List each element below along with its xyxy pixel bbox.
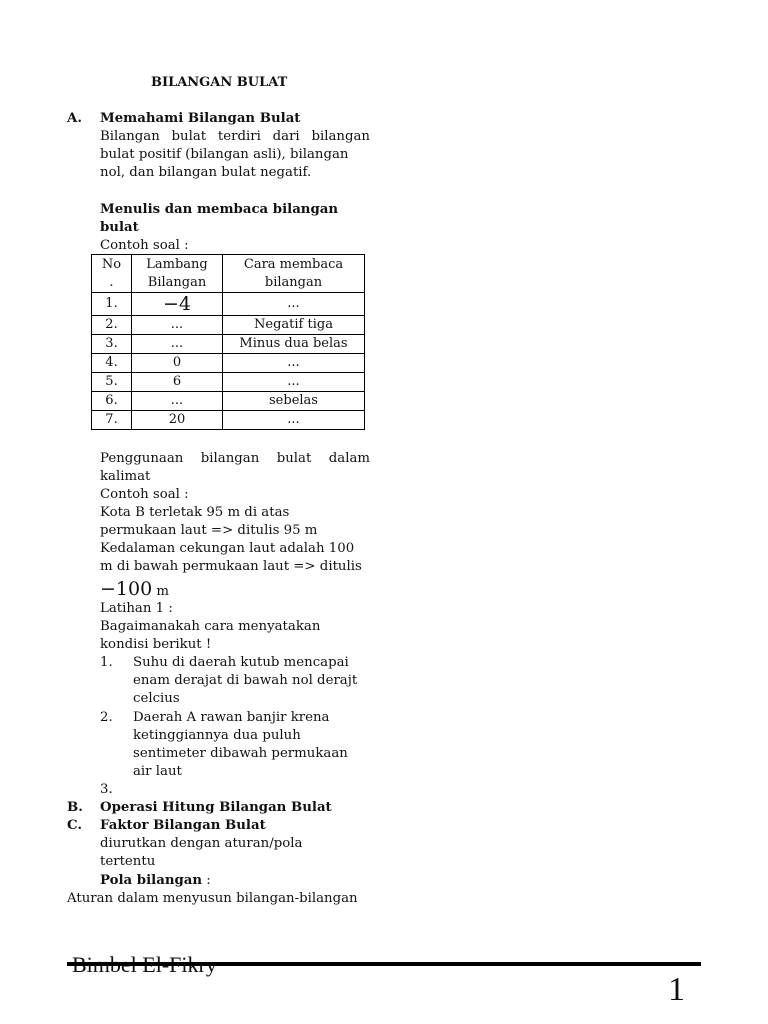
item-2-line-4: air laut [133, 764, 182, 779]
aturan-line: Aturan dalam menyusun bilangan-bilangan [67, 891, 358, 906]
cell-no: 2. [92, 316, 132, 335]
cell-lambang: 6 [132, 373, 223, 392]
cell-lambang: 20 [132, 411, 223, 430]
section-c-line-2: tertentu [100, 854, 156, 869]
usage-line-1 [100, 450, 370, 468]
section-a-para-line-3: nol, dan bilangan bulat negatif. [100, 165, 312, 180]
word: bilangan [200, 451, 260, 466]
unit-m: m [156, 584, 170, 599]
word: bulat [276, 451, 312, 466]
item-1-line-3: celcius [133, 691, 180, 706]
cell-lambang: ... [132, 316, 223, 335]
word: bulat [171, 129, 207, 144]
header-no: No . [92, 255, 132, 293]
example-2-line-1: Kedalaman cekungan laut adalah 100 [100, 541, 355, 556]
cell-cara: sebelas [223, 392, 365, 411]
sub-heading-line-2: bulat [100, 220, 139, 235]
table-row [92, 293, 365, 316]
word: Penggunaan [100, 451, 184, 466]
item-2-line-1: Daerah A rawan banjir krena [133, 710, 330, 725]
sub-heading-line-1: Menulis dan membaca bilangan [100, 202, 339, 217]
word: Bilangan [100, 129, 160, 144]
item-1-line-2: enam derajat di bawah nol derajt [133, 673, 358, 688]
item-3-number: 3. [100, 782, 113, 797]
math-minus-100: −100 [100, 578, 153, 600]
cell-no: 7. [92, 411, 132, 430]
pola-label-line [100, 872, 211, 890]
section-c-marker: C. [67, 818, 82, 833]
example-label-1: Contoh soal : [100, 238, 189, 253]
section-a-para-line-1 [100, 128, 370, 146]
cell-cara: ... [223, 373, 365, 392]
example-label-2: Contoh soal : [100, 487, 189, 502]
page-title: BILANGAN BULAT [151, 75, 288, 90]
cell-no: 6. [92, 392, 132, 411]
number-reading-table [91, 254, 365, 430]
section-b-heading: Operasi Hitung Bilangan Bulat [100, 800, 332, 815]
word: terdiri [217, 129, 261, 144]
word: dari [272, 129, 300, 144]
header-cara: Cara membaca bilangan [223, 255, 365, 293]
usage-line-2: kalimat [100, 469, 151, 484]
table-row [92, 373, 365, 392]
latihan-q-line-2: kondisi berikut ! [100, 637, 212, 652]
latihan-q-line-1: Bagaimanakah cara menyatakan [100, 619, 321, 634]
cell-cara: ... [223, 293, 365, 316]
section-b-marker: B. [67, 800, 83, 815]
cell-lambang: ... [132, 335, 223, 354]
latihan-label: Latihan 1 : [100, 601, 173, 616]
table-row [92, 411, 365, 430]
section-a-marker: A. [67, 111, 82, 126]
cell-no: 1. [92, 293, 132, 316]
page-number: 1 [668, 971, 685, 1008]
table-row [92, 335, 365, 354]
item-1-line-1: Suhu di daerah kutub mencapai [133, 655, 349, 670]
cell-no: 4. [92, 354, 132, 373]
section-a-para-line-2: bulat positif (bilangan asli), bilangan [100, 147, 349, 162]
table-header-row [92, 255, 365, 293]
item-2-number: 2. [100, 710, 113, 725]
example-1-line-1: Kota B terletak 95 m di atas [100, 505, 290, 520]
cell-cara: ... [223, 411, 365, 430]
cell-cara: ... [223, 354, 365, 373]
section-c-heading: Faktor Bilangan Bulat [100, 818, 266, 833]
pola-label: Pola bilangan [100, 873, 203, 888]
cell-cara: Minus dua belas [223, 335, 365, 354]
section-c-line-1: diurutkan dengan aturan/pola [100, 836, 303, 851]
item-2-line-2: ketinggiannya dua puluh [133, 728, 301, 743]
cell-lambang: −4 [132, 293, 223, 316]
header-lambang: Lambang Bilangan [132, 255, 223, 293]
cell-lambang: ... [132, 392, 223, 411]
cell-no: 5. [92, 373, 132, 392]
table-row [92, 354, 365, 373]
footer-divider [67, 962, 701, 966]
example-1-line-2: permukaan laut => ditulis 95 m [100, 523, 318, 538]
word: dalam [328, 451, 370, 466]
cell-lambang: 0 [132, 354, 223, 373]
item-2-line-3: sentimeter dibawah permukaan [133, 746, 348, 761]
cell-cara: Negatif tiga [223, 316, 365, 335]
section-a-heading: Memahami Bilangan Bulat [100, 111, 301, 126]
pola-colon: : [202, 873, 211, 888]
word: bilangan [311, 129, 370, 144]
item-1-number: 1. [100, 655, 113, 670]
table-row [92, 392, 365, 411]
example-2-line-2: m di bawah permukaan laut => ditulis [100, 559, 362, 574]
table-row [92, 316, 365, 335]
cell-no: 3. [92, 335, 132, 354]
